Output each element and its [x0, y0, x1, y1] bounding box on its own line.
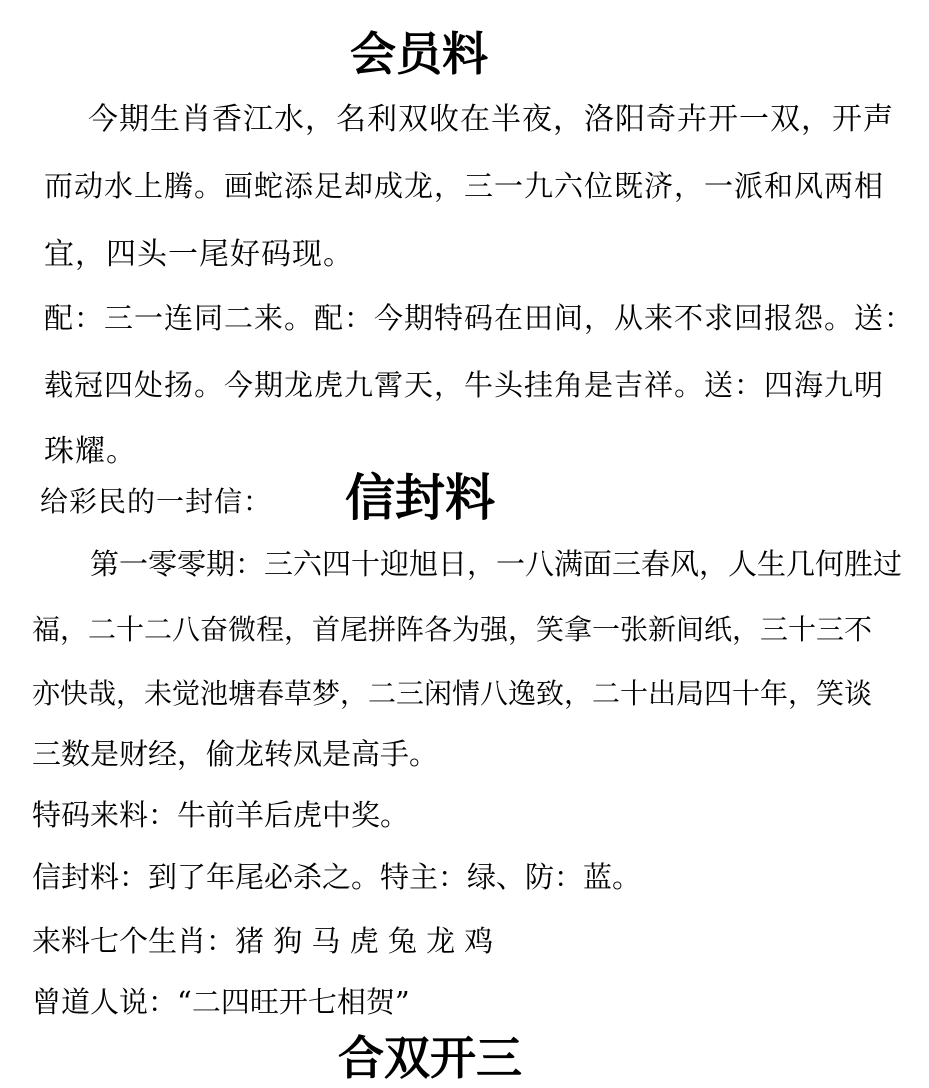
- envelope-note-line: 信封料：到了年尾必杀之。特主：绿、防：蓝。: [32, 860, 642, 894]
- envelope-line-2: 福，二十二八奋微程，首尾拼阵各为强，笑拿一张新间纸，三十三不: [32, 613, 873, 646]
- members-line-3: 宜，四头一尾好码现。: [44, 237, 354, 272]
- members-line-1: 今期生肖香江水，名利双收在半夜，洛阳奇卉开一双，开声: [88, 102, 894, 137]
- zodiac-line: 来料七个生肖：猪 狗 马 虎 兔 龙 鸡: [32, 924, 494, 958]
- quote-line: 曾道人说：“二四旺开七相贺”: [32, 985, 410, 1019]
- special-code-line: 特码来料：牛前羊后虎中奖。: [32, 798, 410, 832]
- envelope-title: 信封料: [345, 468, 495, 527]
- members-line-6: 珠耀。: [44, 434, 137, 469]
- final-title: 合双开三: [338, 1031, 522, 1085]
- members-line-4: 配：三一连同二来。配：今期特码在田间，从来不求回报怨。送：: [44, 301, 915, 335]
- members-line-5: 载冠四处扬。今期龙虎九霄天，牛头挂角是吉祥。送：四海九明: [44, 368, 885, 402]
- letter-intro: 给彩民的一封信：: [40, 485, 273, 518]
- envelope-line-4: 三数是财经，偷龙转凤是高手。: [32, 737, 439, 771]
- envelope-line-1: 第一零零期：三六四十迎旭日，一八满面三春风，人生几何胜过: [90, 547, 903, 581]
- envelope-line-3: 亦快哉，未觉池塘春草梦，二三闲情八逸致，二十出局四十年，笑谈: [32, 677, 873, 710]
- members-title: 会员料: [350, 27, 488, 81]
- members-line-2: 而动水上腾。画蛇添足却成龙，三一九六位既济，一派和风两相: [44, 169, 885, 203]
